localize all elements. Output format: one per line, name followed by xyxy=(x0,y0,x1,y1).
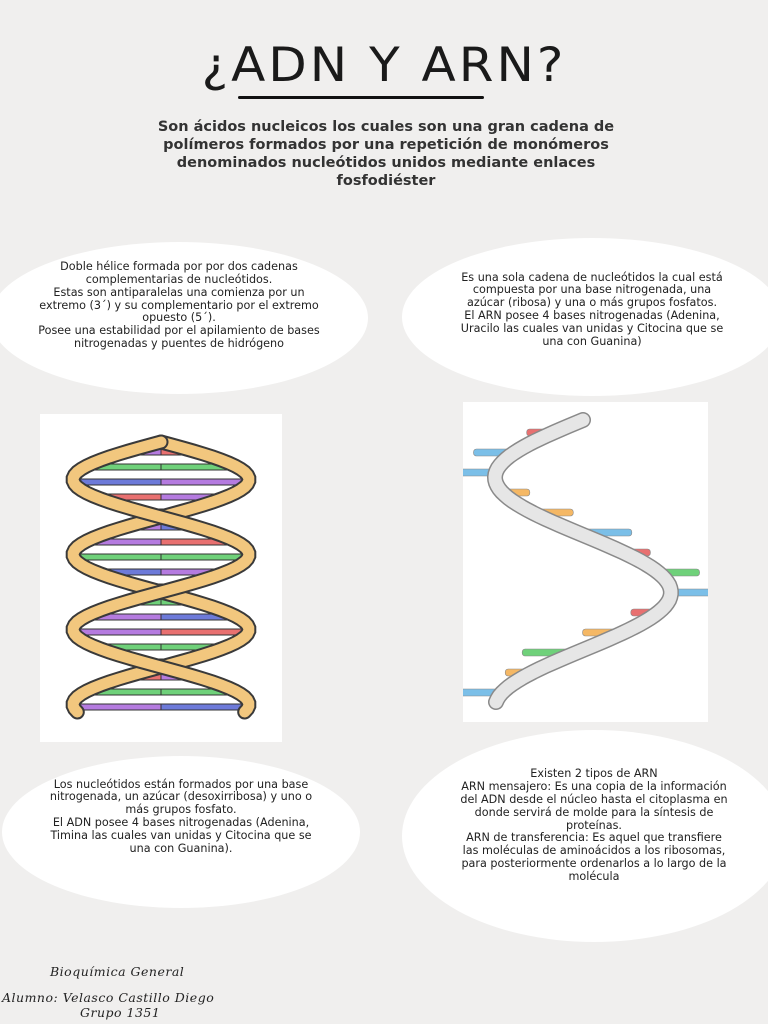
dna-base-pair xyxy=(73,704,161,710)
dna-base-pair xyxy=(161,629,249,635)
rna-backbone xyxy=(495,420,671,702)
course-name: Bioquímica General xyxy=(50,964,185,979)
dna-base-pair xyxy=(73,479,161,485)
dna-base-pair xyxy=(161,479,249,485)
group-number: Grupo 1351 xyxy=(80,1005,161,1020)
page-title: ¿ADN Y ARN? xyxy=(201,37,567,93)
dna-base-pair xyxy=(73,554,161,560)
dna-base-pair xyxy=(161,704,249,710)
dna-base-pair xyxy=(73,629,161,635)
rna-structure-text: Es una sola cadena de nucleótidos la cual está compuesta por una base nitrogenada, una azúcar (ribosa) y una o más grupos fosfatos. El ARN posee 4 bases nitrogenadas (Adenina, Uracilo las cuales van unidas y Citocina que se una con Guanina) xyxy=(460,270,724,348)
dna-nucleotides-bubble xyxy=(2,756,360,908)
dna-structure-text: Doble hélice formada por por dos cadenas complementarias de nucleótidos. Estas son antiparalelas una comienza por un extremo (3´) y su complementario por el extremo opuesto (5´). Posee una estabilidad por el apilamiento de bases nitrogenadas y puentes de hidrógeno xyxy=(38,260,320,350)
rna-types-bubble xyxy=(402,730,768,942)
dna-structure-bubble xyxy=(0,242,368,394)
rna-types-text: Existen 2 tipos de ARN ARN mensajero: Es una copia de la información del ADN desde el núcleo hasta el citoplasma en donde servirá de molde para la síntesis de proteínas. ARN de transferencia: Es aquel que transfiere las moléculas de aminoácidos a los ribosomas, para posteriormente ordenarlos a lo largo de la molécula xyxy=(460,767,728,883)
dna-base-pair xyxy=(161,554,249,560)
dna-nucleotides-text: Los nucleótidos están formados por una base nitrogenada, un azúcar (desoxirribosa) y uno o más grupos fosfato. El ADN posee 4 bases nitrogenadas (Adenina, Timina las cuales van unidas y Citocina que se una con Guanina). xyxy=(49,777,313,855)
student-name: Alumno: Velasco Castillo Diego xyxy=(2,990,215,1005)
dna-double-helix-image xyxy=(40,414,282,742)
rna-strand-illustration xyxy=(463,402,708,722)
rna-single-strand-image xyxy=(463,402,708,722)
title-underline xyxy=(238,96,484,99)
intro-text: Son ácidos nucleicos los cuales son una gran cadena de polímeros formados por una repetición de monómeros denominados nucleótidos unidos mediante enlaces fosfodiéster xyxy=(157,119,615,189)
dna-helix-illustration xyxy=(40,414,282,742)
rna-structure-bubble xyxy=(402,238,768,396)
